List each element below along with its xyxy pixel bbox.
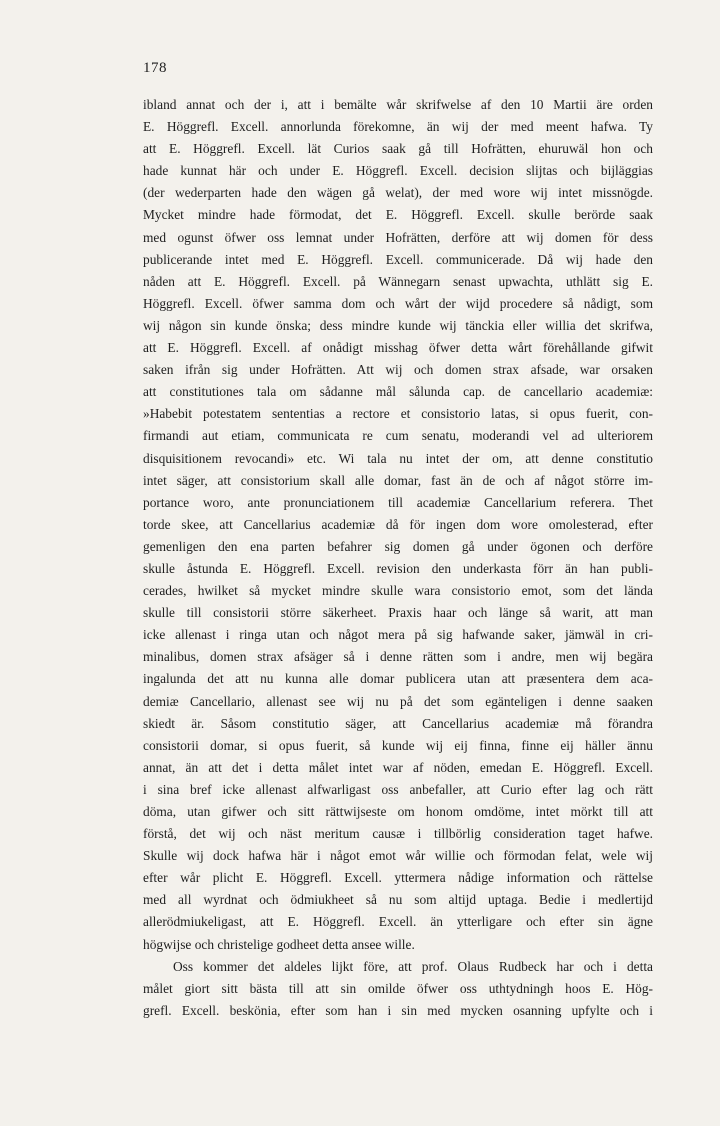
text-line: nåden att E. Höggrefl. Excell. på Wännegarn senast upwachta, uthlätt sig E. (143, 273, 653, 289)
text-line: Skulle wij dock hafwa här i något emot wår willie och förmodan felat, wele wij (143, 848, 653, 864)
text-line: E. Höggrefl. Excell. annorlunda förekomne, än wij der med meent hafwa. Ty (143, 119, 653, 135)
text-line: allerödmiukeligast, att E. Höggrefl. Excell. än ytterligare och efter sin ägne (143, 914, 653, 930)
text-line: skulle till consistorii större säkerheet. Praxis haar och länge så warit, att man (143, 605, 653, 621)
text-line: demiæ Cancellario, allenast see wij nu på det som egänteligen i denne saaken (143, 693, 653, 709)
text-line: minalibus, domen strax afsäger så i denne rätten som i andre, men wij begära (143, 649, 653, 665)
text-line: att constitutiones tala om sådanne mål sålunda cap. de cancellario academiæ: (143, 384, 653, 400)
text-line: cerades, hwilket så mycket mindre skulle wara consistorio emot, som det lända (143, 583, 653, 599)
text-line: skulle åstunda E. Höggrefl. Excell. revision den underkasta förr än han publi- (143, 560, 653, 576)
text-line: hade kunnat här och under E. Höggrefl. Excell. decision slijtas och bijläggias (143, 163, 653, 179)
text-line: »Habebit potestatem sententias a rectore et consistorio latas, si opus fuerit, con- (143, 406, 653, 422)
text-line: Mycket mindre hade förmodat, det E. Höggrefl. Excell. skulle berörde saak (143, 207, 653, 223)
text-line: förstå, det wij och näst meritum causæ i tillbörlig consideration taget hafwe. (143, 826, 653, 842)
text-line: Höggrefl. Excell. öfwer samma dom och wårt der wijd procedere så nådigt, som (143, 295, 653, 311)
text-line: efter wår plicht E. Höggrefl. Excell. yttermera nådige information och rättelse (143, 870, 653, 886)
text-line: annat, än att det i detta målet intet war af nöden, emedan E. Höggrefl. Excell. (143, 759, 653, 775)
text-line: disquisitionem revocandi» etc. Wi tala nu intet der om, att denne constitutio (143, 450, 653, 466)
text-line: ibland annat och der i, att i bemälte wår skrifwelse af den 10 Martii äre orden (143, 97, 653, 112)
text-line: wij någon sin kunde önska; dess mindre kunde wij tänckia eller willia det skrifwa, (143, 317, 653, 333)
text-line: torde skee, att Cancellarius academiæ då för ingen dom wore omolesterad, efter (143, 516, 653, 532)
text-line: högwijse och christelige godheet detta ansee wille. (143, 936, 415, 952)
text-line: i sina bref icke allenast alfwarligast oss anbefaller, att Curio efter lag och rätt (143, 781, 653, 797)
text-line: målet giort sitt bästa till att sin omilde öfwer oss uthtydningh hoos E. Hög- (143, 980, 653, 996)
body-text (143, 94, 653, 1022)
page-number: 178 (143, 60, 167, 76)
text-line: med all wyrdnat och ödmiukheet så nu som altijd uptaga. Bedie i medlertijd (143, 892, 653, 908)
text-line: att E. Höggrefl. Excell. af onådigt misshag öfwer detta wårt förehållande gifwit (143, 340, 653, 356)
text-line: grefl. Excell. beskönia, efter som han i sin med mycken osanning upfylte och i (143, 1002, 653, 1018)
text-line: consistorii domar, si opus fuerit, så kunde wij eij finna, finne eij häller ännu (143, 737, 653, 753)
text-line: portance woro, ante pronunciationem till academiæ Cancellarium referera. Thet (143, 494, 653, 510)
text-line: saken ifrån sig under Hofrätten. Att wij och domen strax afsade, war orsaken (143, 362, 653, 378)
text-line: Oss kommer det aldeles lijkt före, att prof. Olaus Rudbeck har och i detta (173, 958, 653, 974)
text-line: firmandi aut etiam, communicata re cum senatu, moderandi vel ad ulteriorem (143, 428, 653, 444)
text-line: ingalunda det att nu kunna alle domar publicera utan att præsentera dem aca- (143, 671, 653, 687)
text-line: intet säger, att consistorium skall alle domar, fast än de och af något större im- (143, 472, 653, 488)
text-line: gemenligen den ena parten befahrer sig domen gå under ögonen och derföre (143, 538, 653, 554)
text-line: döma, utan gifwer och sitt rättwijseste om honom omdöme, intet mörkt till att (143, 804, 653, 819)
text-line: skiedt är. Såsom constitutio säger, att Cancellarius academiæ må förandra (143, 715, 653, 731)
text-line: att E. Höggrefl. Excell. lät Curios saak gå till Hofrätten, ehuruwäl hon och (143, 141, 653, 157)
text-line: publicerande intet med E. Höggrefl. Excell. communicerade. Då wij hade den (143, 251, 653, 267)
text-line: (der wederparten hade den wägen gå welat), der med wore wij intet missnögde. (143, 185, 653, 201)
text-line: med ogunst öfwer oss lemnat under Hofrätten, derföre att wij domen för dess (143, 229, 653, 245)
text-line: icke allenast i ringa utan och något mera på sig hafwande saker, jämwäl in cri- (143, 627, 653, 643)
